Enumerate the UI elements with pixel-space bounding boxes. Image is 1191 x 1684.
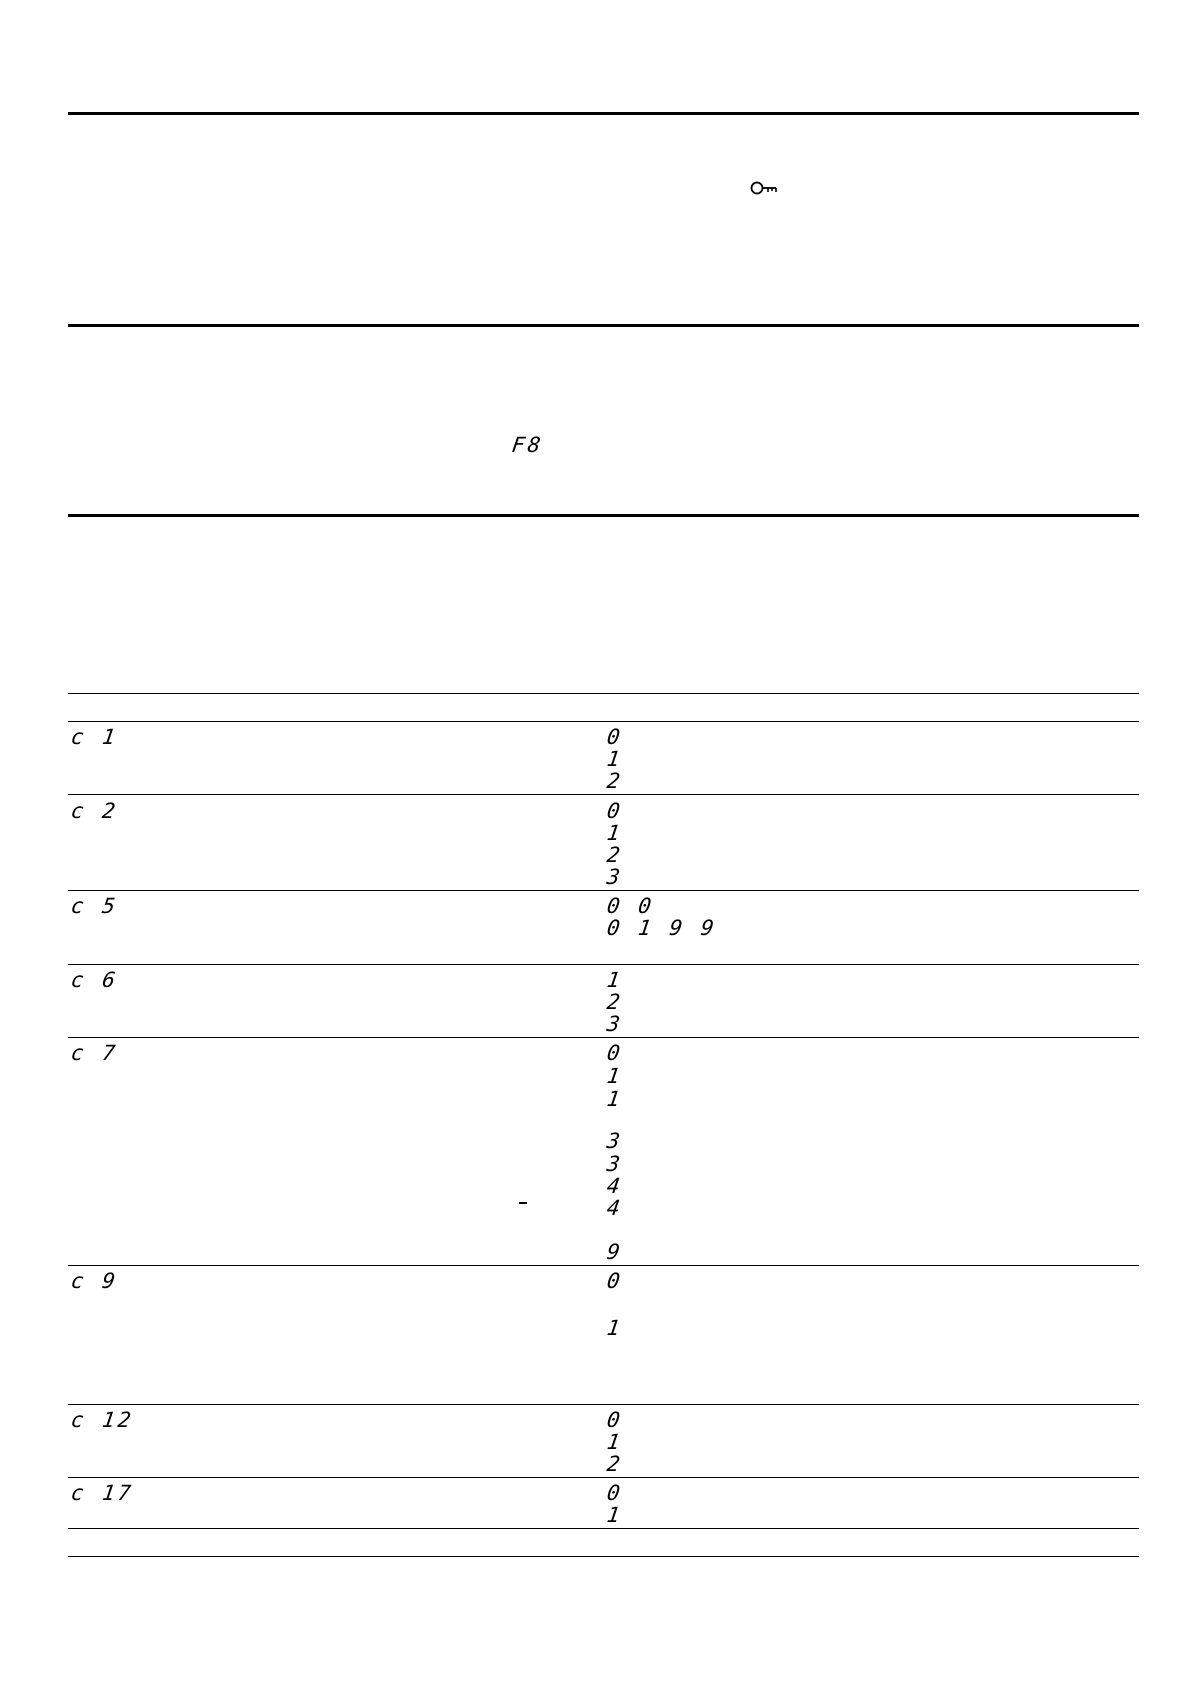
table-header-top-line [68,693,1139,694]
setting-code-c7: c 7 [69,1041,120,1065]
setting-value: 0 [605,1041,625,1065]
setting-code-c9: c 9 [69,1269,120,1293]
table-row-divider [68,964,1139,965]
section-divider-bottom [68,514,1139,517]
table-row-divider [68,1265,1139,1266]
setting-value: 1 [605,968,625,992]
table-row-divider [68,890,1139,891]
setting-value: 0 1 9 9 [605,916,719,940]
setting-value: 2 [605,990,625,1014]
section-divider-middle [68,324,1139,327]
setting-value: 1 [605,747,625,771]
setting-code-c1: c 1 [69,725,120,749]
setting-value: 1 [605,1430,625,1454]
section-divider-top [68,112,1139,115]
setting-value: 0 [605,1481,625,1505]
setting-value: 0 [605,1408,625,1432]
setting-value: 1 [605,1087,625,1111]
setting-value: 2 [605,843,625,867]
table-row-divider [68,794,1139,795]
setting-value: 3 [605,1129,625,1153]
setting-value: 0 [605,1269,625,1293]
setting-value: 4 [605,1174,625,1198]
table-row-divider [68,1037,1139,1038]
setting-value: 1 [605,1064,625,1088]
segment-dash [519,1202,527,1204]
setting-value: 1 [605,1316,625,1340]
setting-code-c17: c 17 [69,1481,136,1505]
table-row-divider [68,1477,1139,1478]
setting-value: 2 [605,1452,625,1476]
setting-value: 1 [605,821,625,845]
error-code-display: F8 [510,433,546,457]
setting-value: 3 [605,1012,625,1036]
table-row-divider [68,1528,1139,1529]
table-row-divider [68,1404,1139,1405]
setting-code-c6: c 6 [69,968,120,992]
setting-value: 9 [605,1240,625,1264]
setting-value: 3 [605,1152,625,1176]
setting-value: 0 [605,725,625,749]
setting-value: 2 [605,769,625,793]
setting-value: 0 [605,799,625,823]
setting-value: 3 [605,865,625,889]
setting-code-c2: c 2 [69,799,120,823]
setting-value: 4 [605,1196,625,1220]
setting-code-c5: c 5 [69,894,120,918]
table-bottom-line [68,1556,1139,1557]
key-icon [750,180,778,196]
setting-code-c12: c 12 [69,1408,136,1432]
table-header-bottom-line [68,721,1139,722]
setting-value: 1 [605,1503,625,1527]
setting-value: 0 0 [605,894,656,918]
